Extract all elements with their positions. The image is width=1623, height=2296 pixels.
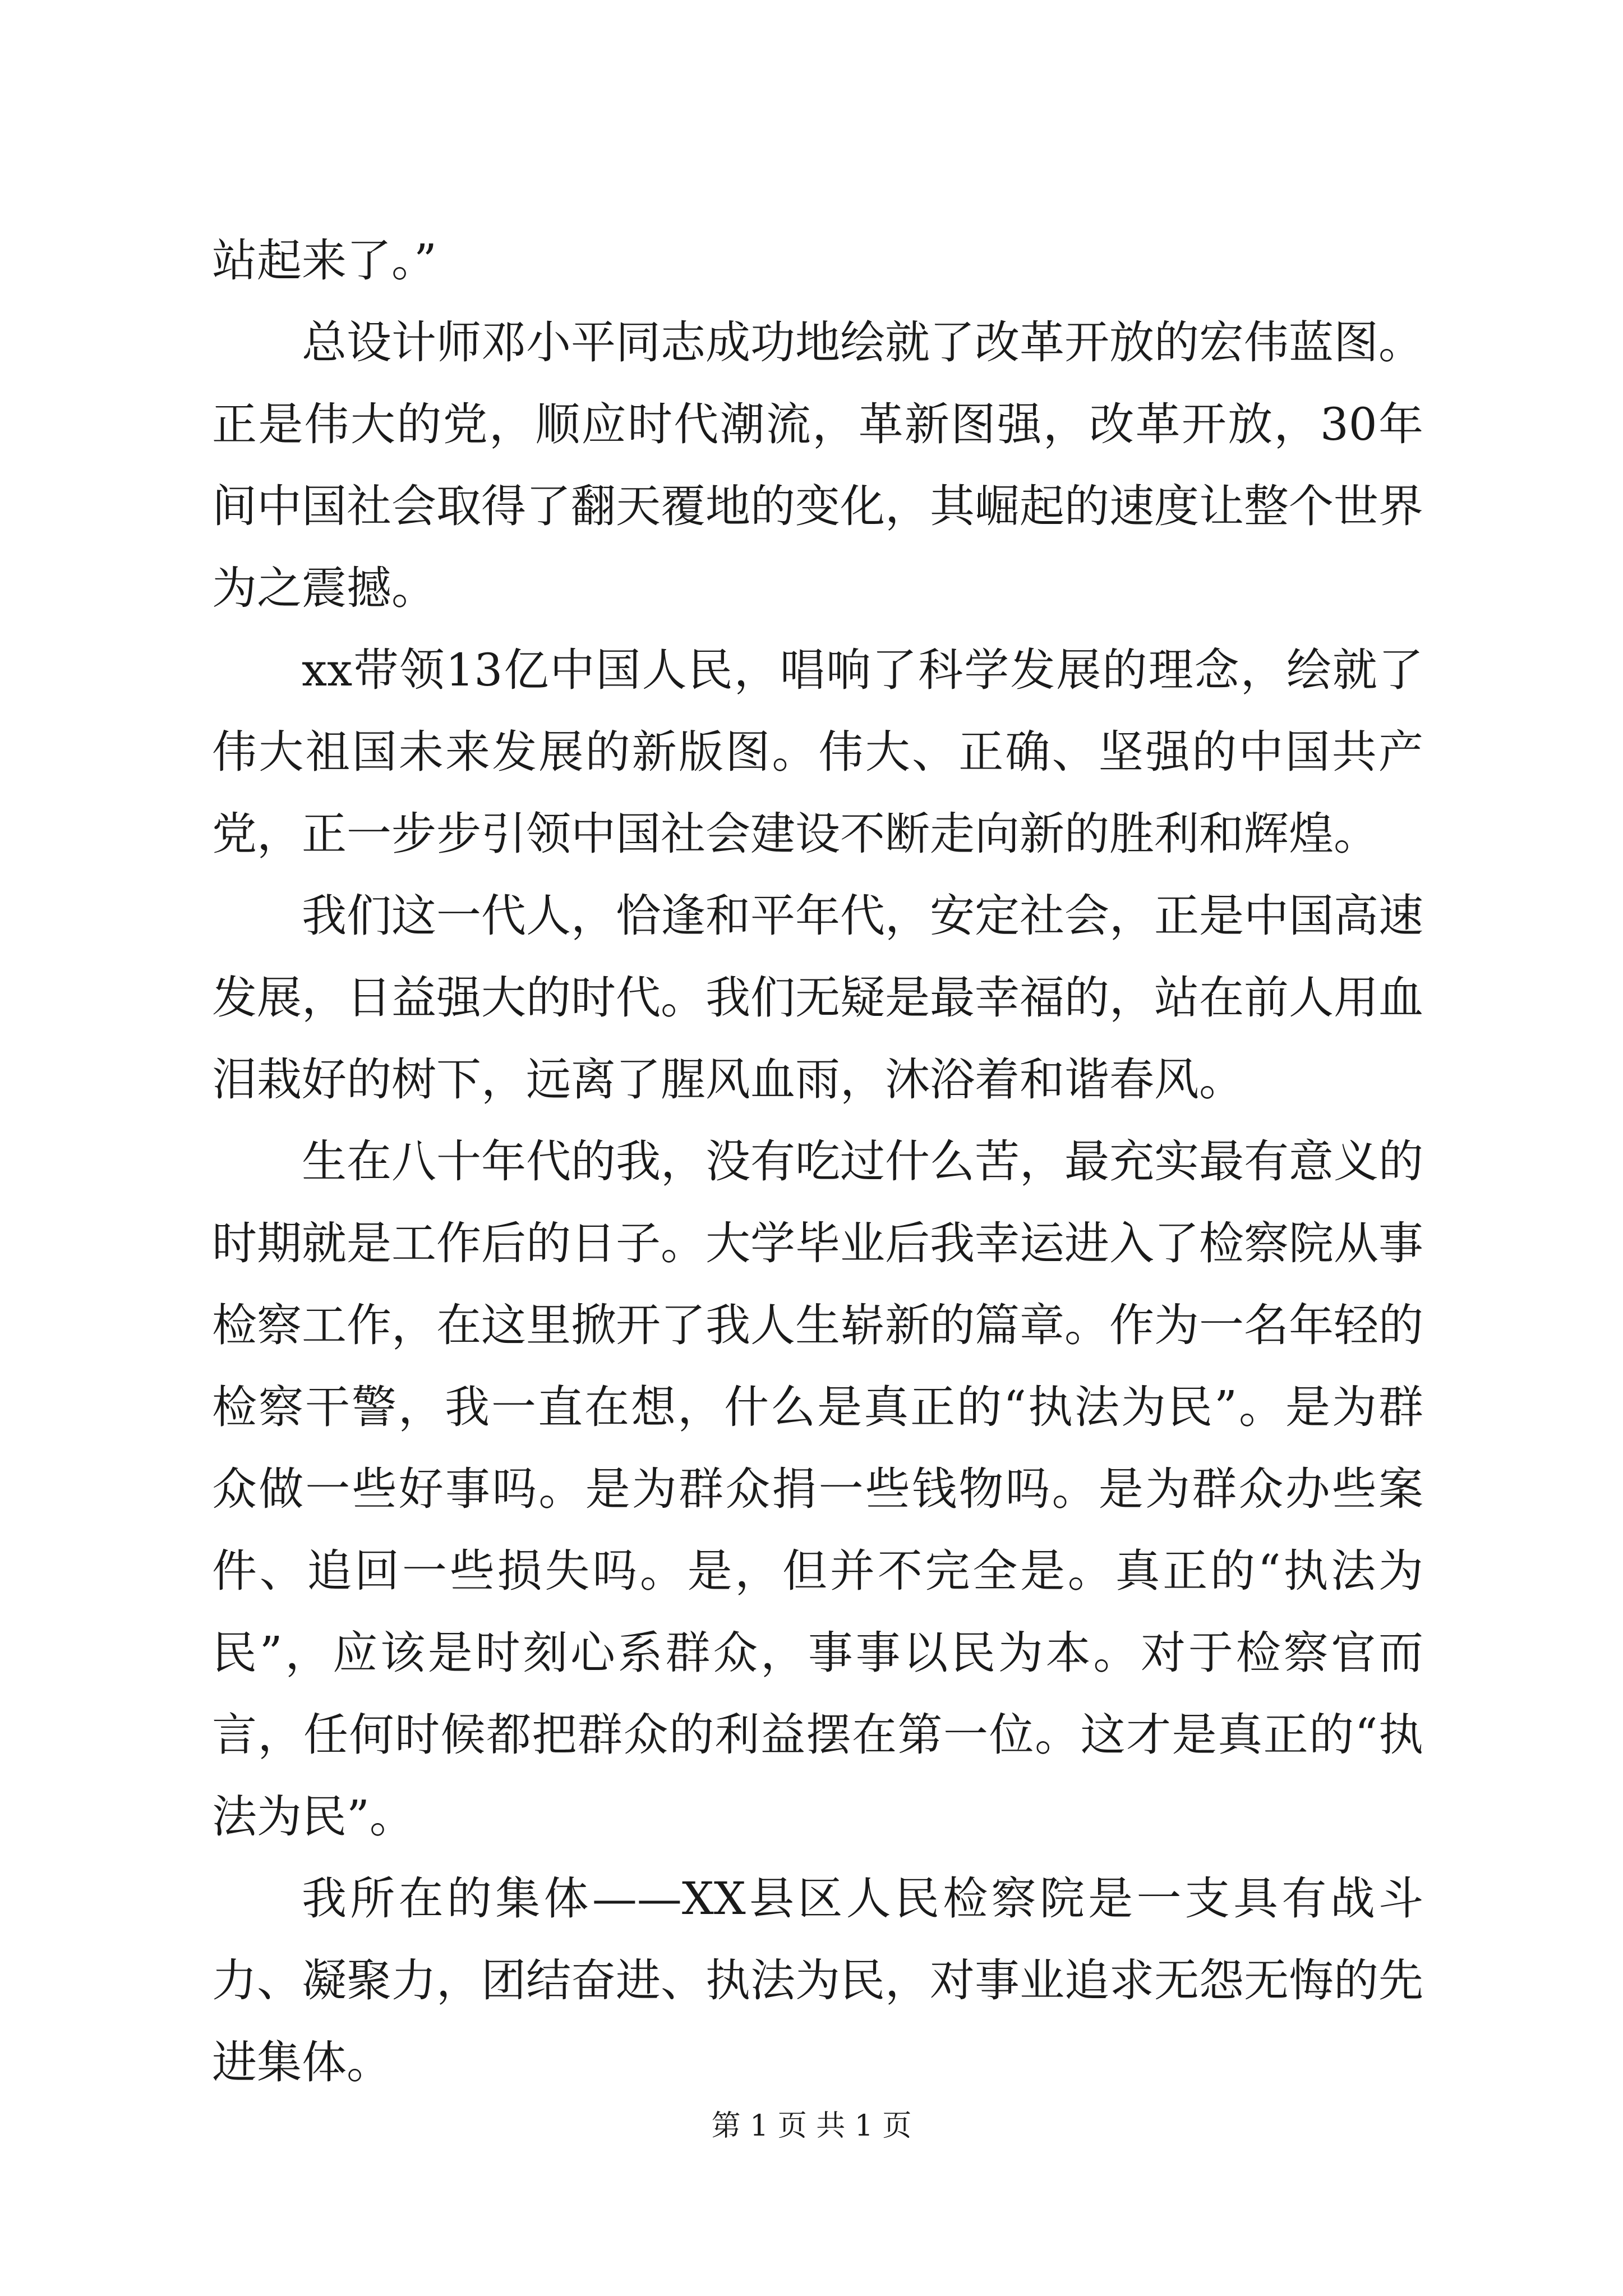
paragraph-scientific-development: xx带领13亿中国人民，唱响了科学发展的理念，绘就了伟大祖国未来发展的新版图。伟大、正确、坚强的中国共产党，正一步步引领中国社会建设不断走向新的胜利和辉煌。 [212, 644, 1423, 860]
paragraph-our-generation: 我们这一代人，恰逢和平年代，安定社会，正是中国高速发展，日益强大的时代。我们无疑是最幸福的，站在前人用血泪栽好的树下，远离了腥风血雨，沐浴着和谐春风。 [212, 890, 1423, 1106]
paragraph-reform-opening: 总设计师邓小平同志成功地绘就了改革开放的宏伟蓝图。正是伟大的党，顺应时代潮流，革新图强，改革开放，30年间中国社会取得了翻天覆地的变化，其崛起的速度让整个世界为之震撼。 [212, 316, 1423, 614]
document-body [212, 220, 1423, 2104]
paragraph-continuation: 站起来了。” [212, 234, 437, 287]
paragraph-procuratorate-collective: 我所在的集体——XX县区人民检察院是一支具有战斗力、凝聚力，团结奋进、执法为民，对事业追求无怨无悔的先进集体。 [212, 1872, 1423, 2088]
paragraph-law-enforcement-for-people: 生在八十年代的我，没有吃过什么苦，最充实最有意义的时期就是工作后的日子。大学毕业后我幸运进入了检察院从事检察工作，在这里掀开了我人生崭新的篇章。作为一名年轻的检察干警，我一直在想，什么是真正的“执法为民”。是为群众做一些好事吗。是为群众捐一些钱物吗。是为群众办些案件、追回一些损失吗。是，但并不完全是。真正的“执法为民”，应该是时刻心系群众，事事以民为本。对于检察官而言，任何时候都把群众的利益摆在第一位。这才是真正的“执法为民”。 [212, 1135, 1423, 1843]
page-number-footer: 第 1 页 共 1 页 [711, 2109, 912, 2143]
